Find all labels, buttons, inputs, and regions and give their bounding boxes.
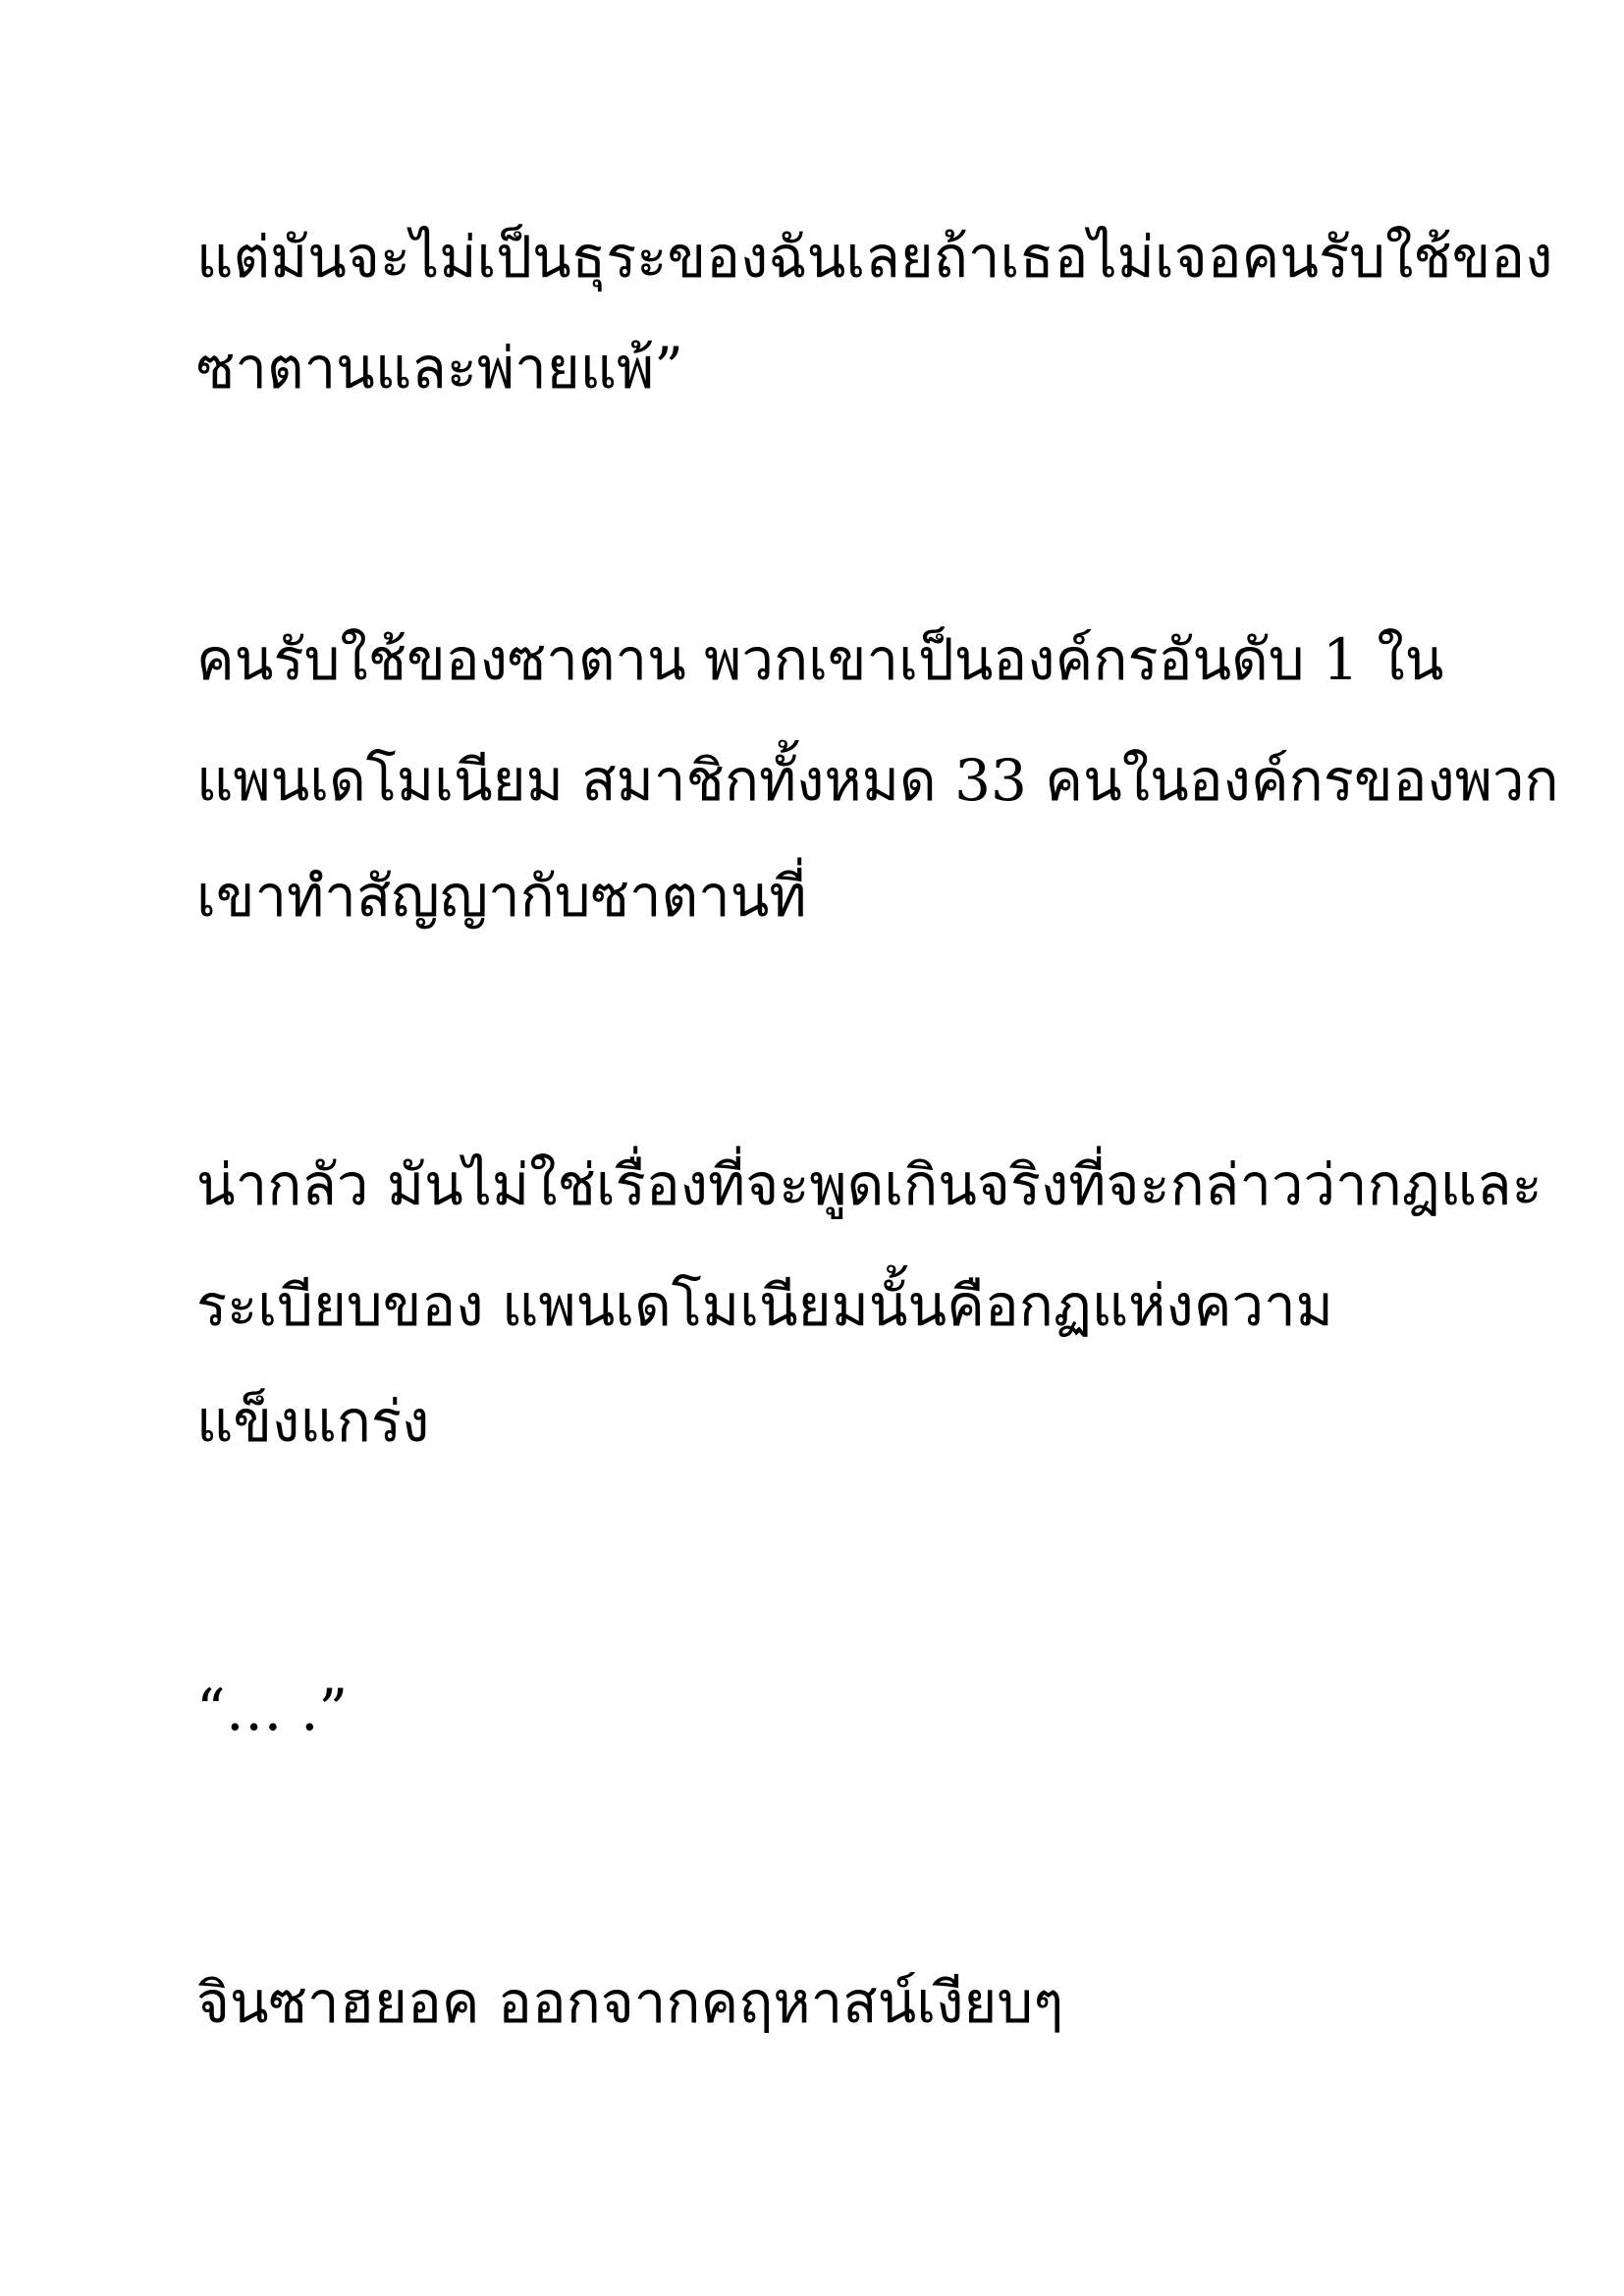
paragraph-2-line-3: เขาทำสัญญากับซาตานที่ <box>196 863 807 930</box>
paragraph-3-line-2: ระเบียบของ แพนเดโมเนียมนั้นคือกฏแห่งความ <box>196 1272 1333 1339</box>
paragraph-2-line-2: แพนเดโมเนียม สมาชิกทั้งหมด 33 คนในองค์กรของพวก <box>196 747 1559 814</box>
paragraph-3-line-1: น่ากลัว มันไม่ใช่เรื่องที่จะพูดเกินจริงที่จะกล่าวว่ากฎและ <box>196 1151 1543 1218</box>
paragraph-5-line-1: จินซาฮยอค ออกจากคฤหาสน์เงียบๆ <box>196 1969 1064 2036</box>
paragraph-3-line-3: แข็งแกร่ง <box>196 1388 430 1455</box>
paragraph-4-line-1: “… .” <box>196 1677 349 1743</box>
paragraph-2-line-1: คนรับใช้ของซาตาน พวกเขาเป็นองค์กรอันดับ 1 ใน <box>196 626 1444 693</box>
paragraph-1-line-2: ซาตานและพ่ายแพ้” <box>196 335 683 401</box>
paragraph-1-line-1: แต่มันจะไม่เป็นธุระของฉันเลยถ้าเธอไม่เจอคนรับใช้ของ <box>196 224 1553 291</box>
